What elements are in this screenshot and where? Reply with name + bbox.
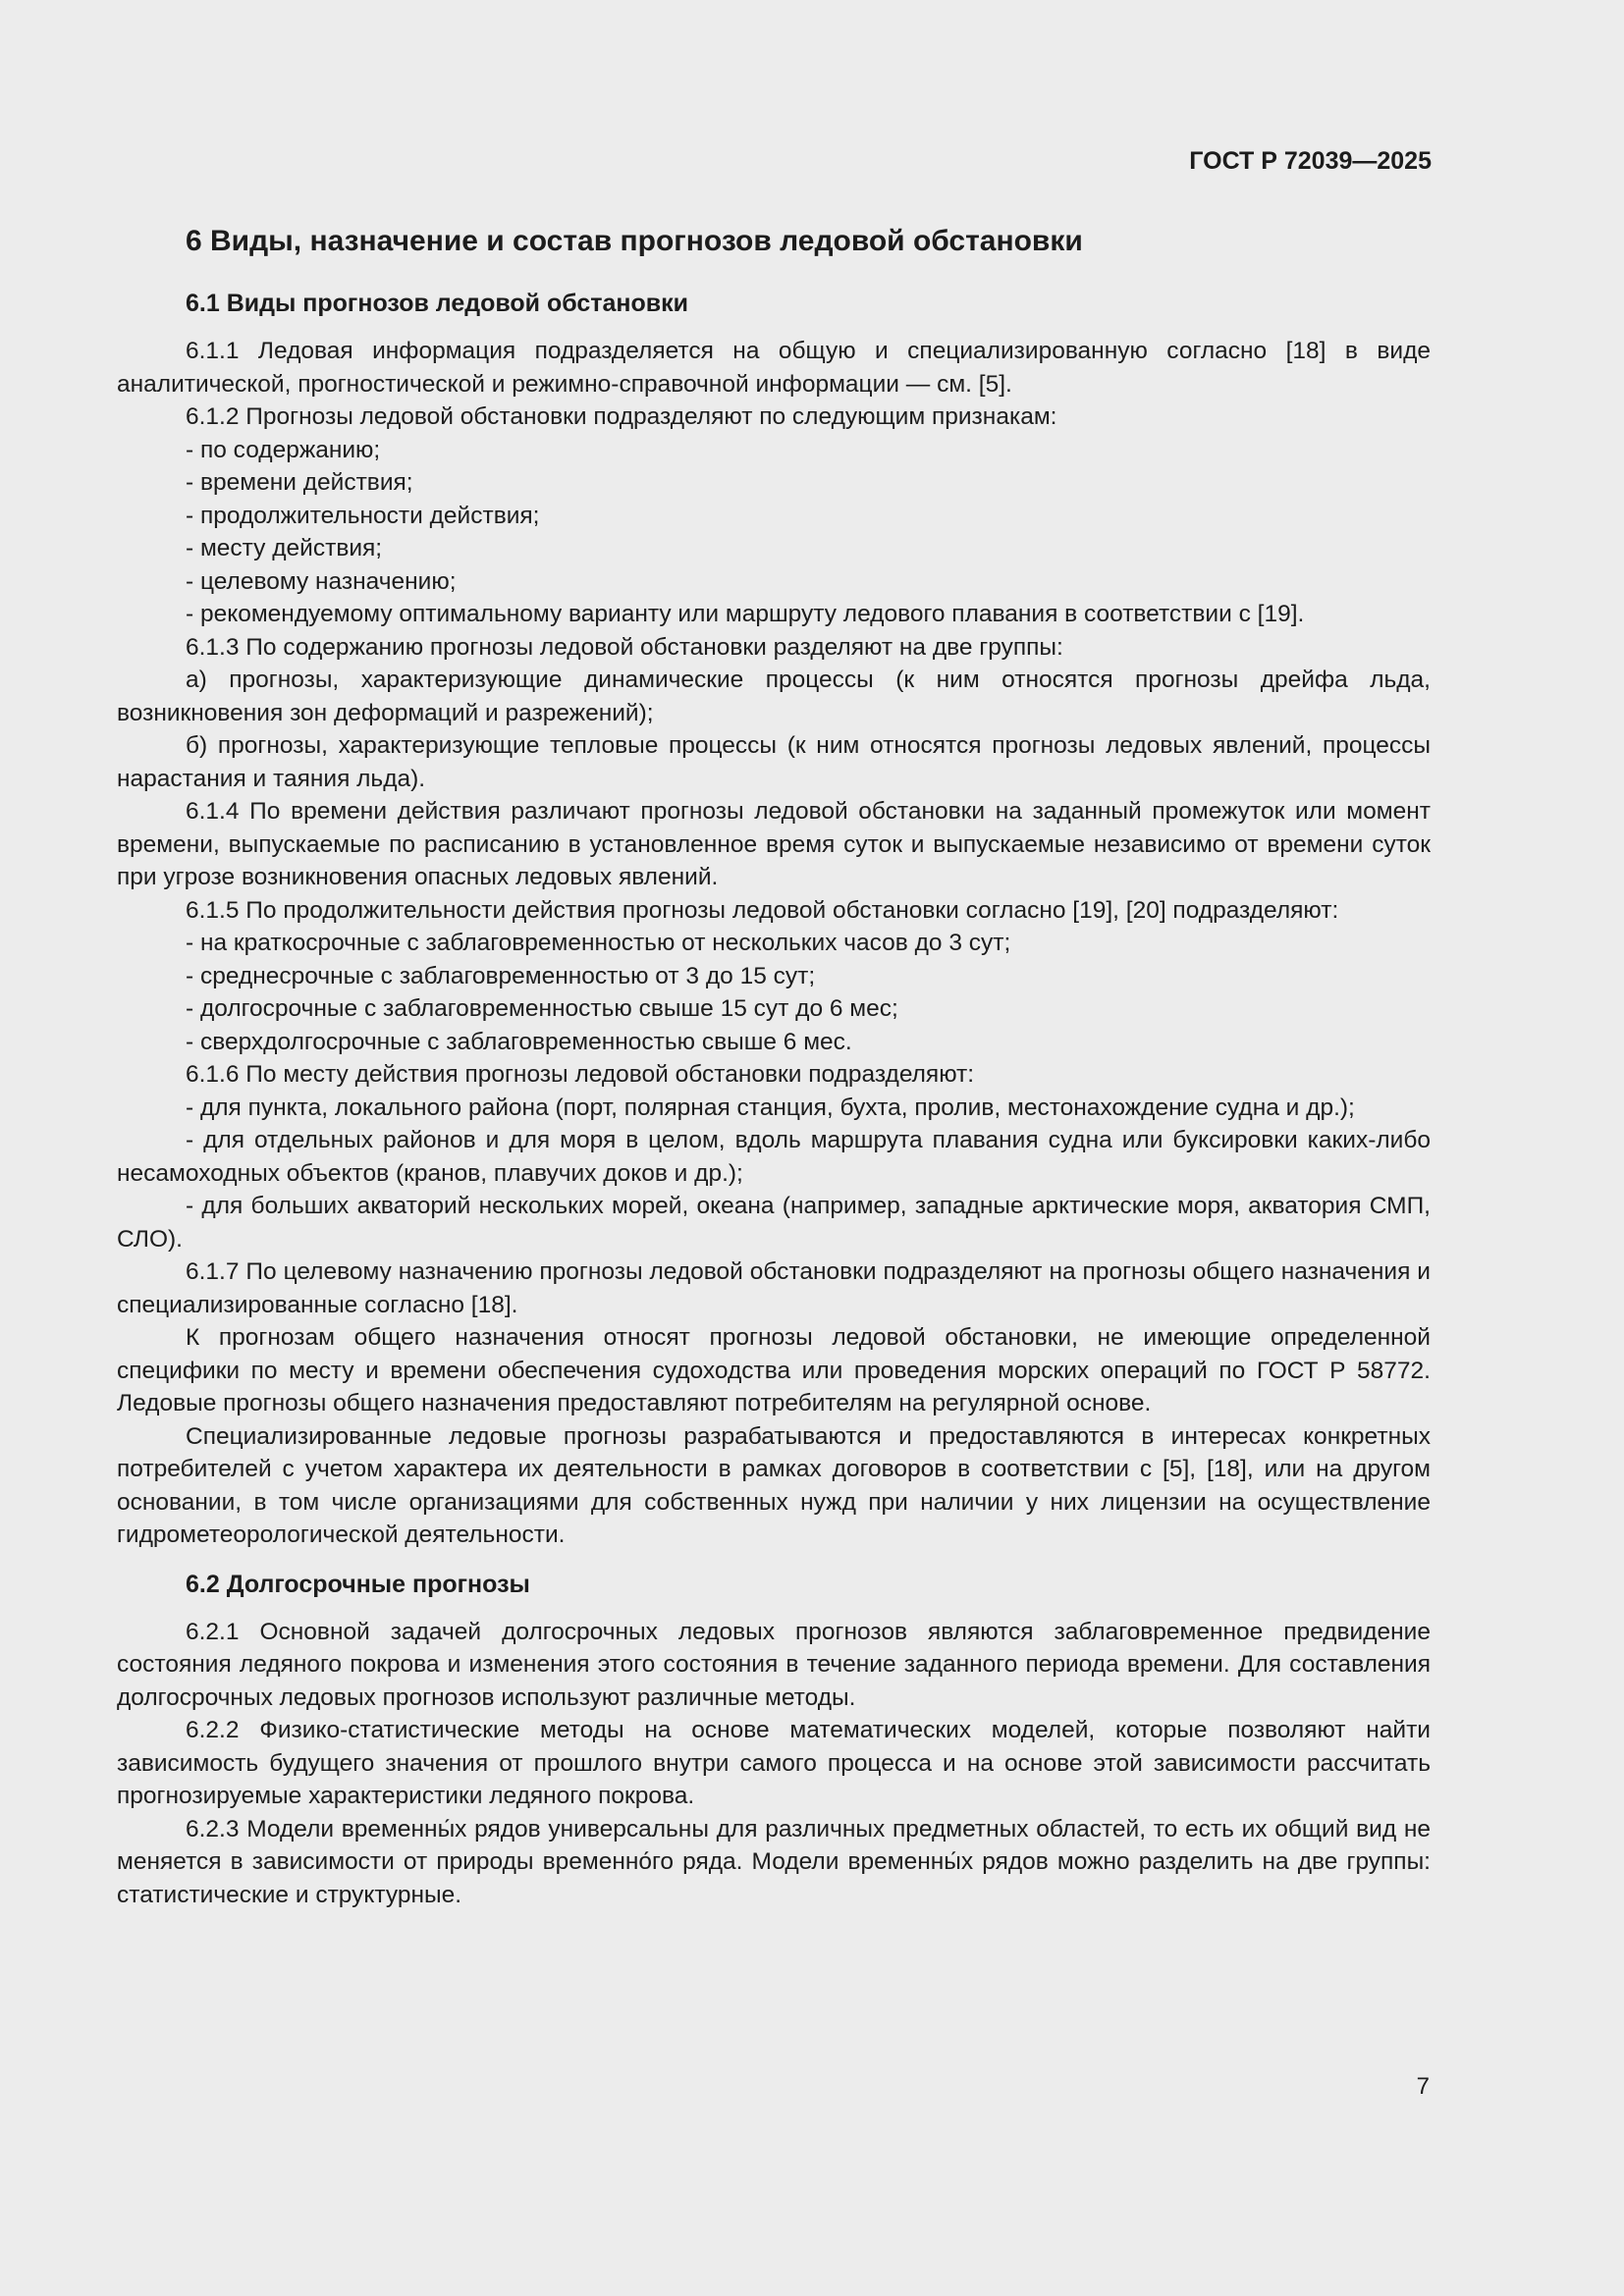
list-item: - для отдельных районов и для моря в целом, вдоль маршрута плавания судна или буксировки каких-либо несамоходных объектов (кранов, плавучих доков и др.);	[117, 1127, 1431, 1187]
page-number: 7	[1416, 2073, 1430, 2100]
list-item: - по содержанию;	[186, 436, 381, 463]
paragraph: К прогнозам общего назначения относят прогнозы ледовой обстановки, не имеющие определенной специфики по месту и времени обеспечения судоходства или проведения морских операций по ГОСТ Р 58772. Ледовые прогнозы общего назначения предоставляют потребителям на регулярной основе.	[117, 1324, 1431, 1416]
paragraph-6-2-2: 6.2.2 Физико-статистические методы на основе математических моделей, которые позволяют найти зависимость будущего значения от прошлого внутри самого процесса и на основе этой зависимости рассчитать прогнозируемые характеристики ледяного покрова.	[117, 1717, 1431, 1809]
paragraph-6-1-5: 6.1.5 По продолжительности действия прогнозы ледовой обстановки согласно [19], [20] подразделяют:	[186, 896, 1339, 924]
list-item: - месту действия;	[186, 535, 383, 561]
subsection-title-6-2: 6.2 Долгосрочные прогнозы	[186, 1570, 530, 1598]
list-item: - времени действия;	[186, 469, 413, 496]
list-item: - рекомендуемому оптимальному варианту или маршруту ледового плавания в соответствии с [19].	[186, 601, 1305, 627]
paragraph-6-1-2: 6.1.2 Прогнозы ледовой обстановки подразделяют по следующим признакам:	[186, 403, 1057, 430]
list-item: - продолжительности действия;	[186, 502, 540, 529]
paragraph-6-2-1: 6.2.1 Основной задачей долгосрочных ледовых прогнозов являются заблаговременное предвидение состояния ледяного покрова и изменения этого состояния в течение заданного периода времени. Для составления долгосрочных ледовых прогнозов используют различные методы.	[117, 1618, 1431, 1711]
standard-code: ГОСТ Р 72039—2025	[1189, 147, 1432, 175]
paragraph-6-1-3: 6.1.3 По содержанию прогнозы ледовой обстановки разделяют на две группы:	[186, 633, 1063, 661]
list-item: - на краткосрочные с заблаговременностью от нескольких часов до 3 сут;	[186, 930, 1011, 956]
list-item: а) прогнозы, характеризующие динамические процессы (к ним относятся прогнозы дрейфа льда, возникновения зон деформаций и разрежений);	[117, 667, 1431, 726]
list-item: - долгосрочные с заблаговременностью свыше 15 сут до 6 мес;	[186, 995, 898, 1022]
page-content	[117, 222, 1431, 1911]
list-item: - для больших акваторий нескольких морей, океана (например, западные арктические моря, акватория СМП, СЛО).	[117, 1193, 1431, 1253]
subsection-title-6-1: 6.1 Виды прогнозов ледовой обстановки	[186, 290, 689, 317]
paragraph-6-2-3: 6.2.3 Модели временны́х рядов универсальны для различных предметных областей, то есть их общий вид не меняется в зависимости от природы временно́го ряда. Модели временны́х рядов можно разделить на две группы: статистические и структурные.	[117, 1815, 1431, 1908]
paragraph-6-1-6: 6.1.6 По месту действия прогнозы ледовой обстановки подразделяют:	[186, 1061, 975, 1088]
paragraph: Специализированные ледовые прогнозы разрабатываются и предоставляются в интересах конкретных потребителей с учетом характера их деятельности в рамках договоров в соответствии с [5], [18], или на другом основании, в том числе организациями для собственных нужд при наличии у них лицензии на осуществление гидрометеорологической деятельности.	[117, 1422, 1431, 1548]
list-item: - сверхдолгосрочные с заблаговременностью свыше 6 мес.	[186, 1028, 852, 1055]
section-title: 6 Виды, назначение и состав прогнозов ледовой обстановки	[186, 225, 1083, 257]
paragraph-6-1-4: 6.1.4 По времени действия различают прогнозы ледовой обстановки на заданный промежуток или момент времени, выпускаемые по расписанию в установленное время суток и выпускаемые независимо от времени суток при угрозе возникновения опасных ледовых явлений.	[117, 798, 1431, 890]
list-item: - целевому назначению;	[186, 567, 457, 595]
paragraph-6-1-1: 6.1.1 Ледовая информация подразделяется на общую и специализированную согласно [18] в виде аналитической, прогностической и режимно-справочной информации — см. [5].	[117, 338, 1431, 398]
paragraph-6-1-7: 6.1.7 По целевому назначению прогнозы ледовой обстановки подразделяют на прогнозы общего назначения и специализированные согласно [18].	[117, 1258, 1431, 1318]
list-item: - среднесрочные с заблаговременностью от 3 до 15 сут;	[186, 962, 816, 989]
list-item: - для пункта, локального района (порт, полярная станция, бухта, пролив, местонахождение судна и др.);	[186, 1094, 1355, 1121]
list-item: б) прогнозы, характеризующие тепловые процессы (к ним относятся прогнозы ледовых явлений, процессы нарастания и таяния льда).	[117, 732, 1431, 792]
